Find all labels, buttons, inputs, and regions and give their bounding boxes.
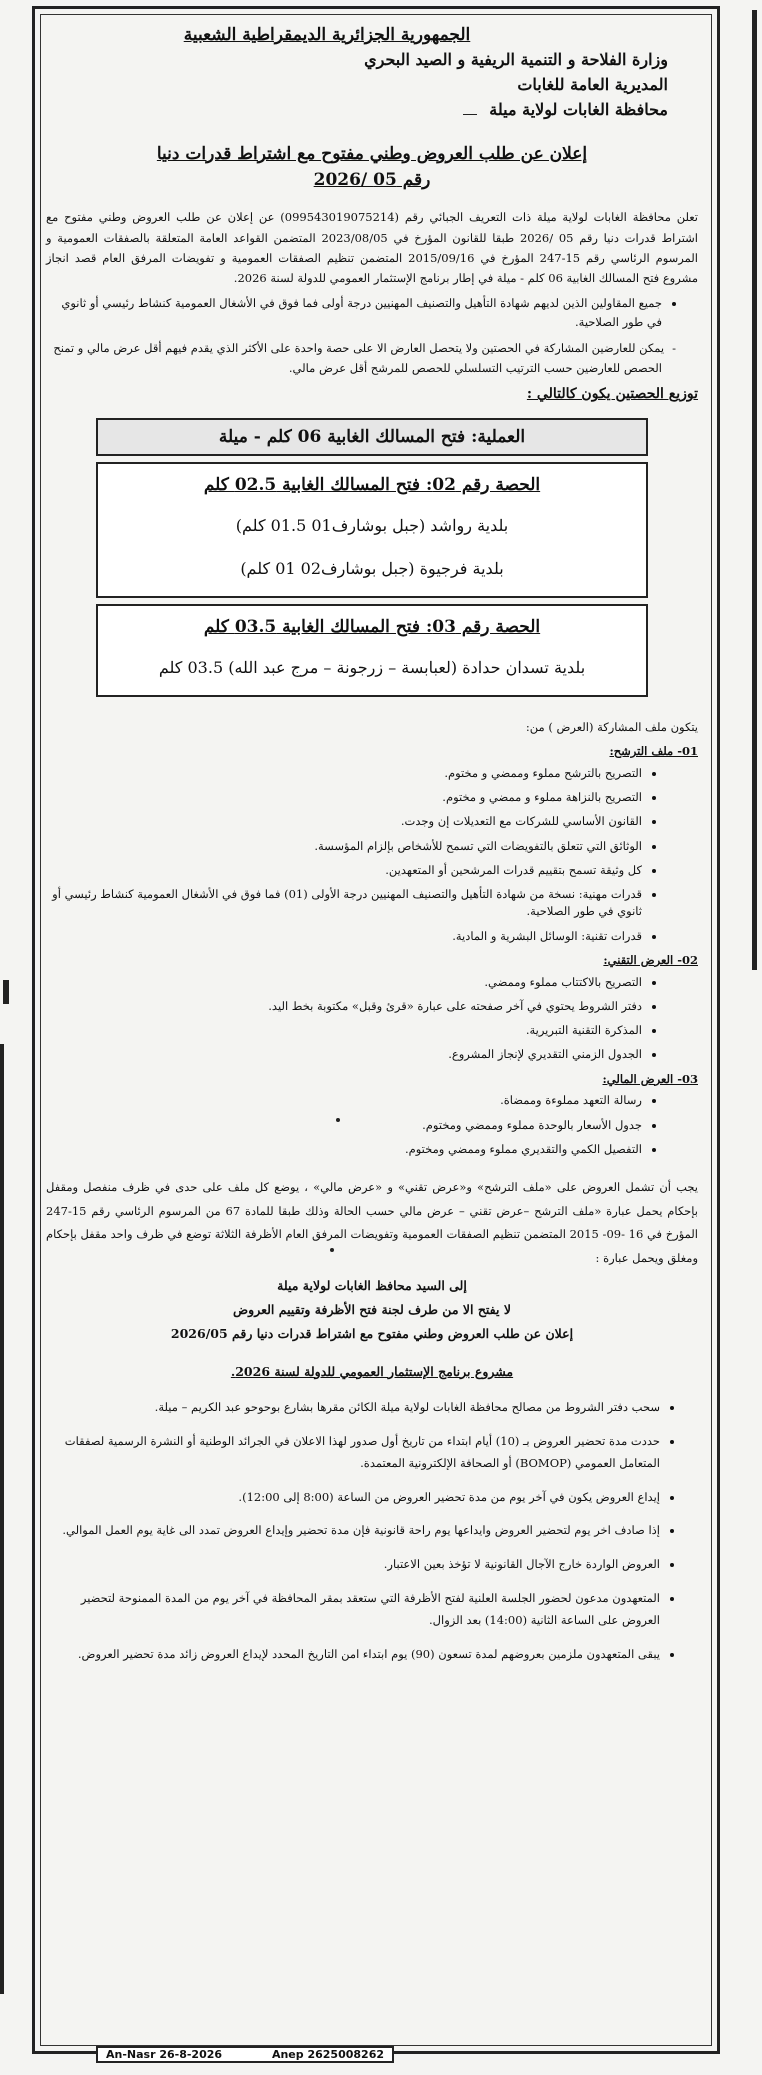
lot-municipality: بلدية فرجيوة (جبل بوشارف02 01 كلم) <box>240 559 504 579</box>
list-item: • التصريح بالترشح مملوء وممضي و مختوم. <box>46 765 642 782</box>
announcement-title <box>46 141 698 194</box>
right-margin-bar <box>752 10 757 970</box>
eligibility-item: - يمكن للعارضين المشاركة في الحصتين ولا يتحصل العارض الا على حصة واحدة على الأكثر الذي يقدم فيهم أقل عرض مالي و تمنح الحصص للعارضين حسب الترتيب التسلسلي للحصص للمرشح أقل عرض مالي. <box>46 339 662 378</box>
left-margin-bar <box>0 1044 4 1994</box>
section-list <box>46 765 658 945</box>
lot-municipality: بلدية تسدان حدادة (لعبابسة – زرجونة – مرج عبد الله) 03.5 كلم <box>158 658 586 678</box>
left-margin-mark <box>3 980 9 1004</box>
condition-item: • العروض الواردة خارج الآجال القانونية لا تؤخذ بعين الاعتبار. <box>46 1554 660 1576</box>
lot-title: الحصة رقم 02: فتح المسالك الغابية 02.5 كلم <box>203 475 541 496</box>
lot-title: الحصة رقم 03: فتح المسالك الغابية 03.5 كلم <box>203 617 541 638</box>
lot-municipality: بلدية رواشد (جبل بوشارف01 01.5 كلم) <box>235 516 509 536</box>
title-line-1: إعلان عن طلب العروض وطني مفتوح مع اشتراط قدرات دنيا <box>156 143 588 164</box>
lot-box <box>96 604 648 697</box>
envelope-address <box>46 1274 698 1345</box>
address-line: لا يفتح الا من طرف لجنة فتح الأظرفة وتقييم العروض <box>233 1302 511 1318</box>
address-line: إعلان عن طلب العروض وطني مفتوح مع اشتراط قدرات دنيا رقم 2026/05 <box>170 1325 574 1341</box>
announcement-content <box>46 22 698 1678</box>
list-item: • رسالة التعهد مملوءة وممضاة. <box>46 1092 642 1109</box>
operation-box: العملية: فتح المسالك الغابية 06 كلم - ميلة <box>96 418 648 456</box>
file-intro: يتكون ملف المشاركة (العرض ) من: <box>525 720 698 735</box>
country-name: الجمهورية الجزائرية الديمقراطية الشعبية <box>183 25 471 45</box>
list-item: • التصريح بالاكتتاب مملوء وممضي. <box>46 974 642 991</box>
list-item: • الجدول الزمني التقديري لإنجاز المشروع. <box>46 1046 642 1063</box>
distribution-title: توزيع الحصتين يكون كالتالي : <box>526 386 698 403</box>
conditions-list <box>46 1397 680 1666</box>
submission-paragraph: يجب أن تشمل العروض على «ملف الترشح» و«عرض تقني» و «عرض مالي» ، يوضع كل ملف على حدى في ظرف منفصل ومقفل بإحكام يحمل عبارة «ملف الترشح –عرض تقني – عرض مالي حسب الحالة وذلك طبقا للمادة 67 من المرسوم الرئاسي رقم 15-247 المؤرخ في 16 -09- 2015 المتضمن تنظيم الصفقات العمومية وتفويضات المرفق العام الأظرفة الثلاثة توضع في ظرف واحد مقفل بإحكام ومغلق ويحمل عبارة : <box>46 1180 699 1265</box>
newspaper-reference: An-Nasr 26-8-2026 <box>106 2048 223 2061</box>
header-dash <box>463 114 477 115</box>
section-title: 03- العرض المالي: <box>602 1071 698 1086</box>
list-item: • المذكرة التقنية التبريرية. <box>46 1022 642 1039</box>
list-item: • جدول الأسعار بالوحدة مملوء وممضي ومختوم. <box>46 1117 642 1134</box>
condition-item: • المتعهدون مدعون لحضور الجلسة العلنية لفتح الأظرفة التي ستعقد بمقر المحافظة في آخر يوم من المدة الممنوحة لتحضير العروض على الساعة الثانية (14:00) بعد الزوال. <box>46 1588 660 1632</box>
eligibility-item: • جميع المقاولين الذين لديهم شهادة التأهيل والتصنيف المهنيين درجة أولى فما فوق في الأشغال العمومية كنشاط رئيسي أو ثانوي في طور الصلاحية. <box>46 294 662 333</box>
directorate-name: المديرية العامة للغابات <box>517 75 668 95</box>
list-item: • الوثائق التي تتعلق بالتفويضات التي تسمح للأشخاص بإلزام المؤسسة. <box>46 838 642 855</box>
condition-item: • إيداع العروض يكون في آخر يوم من مدة تحضير العروض من الساعة (8:00 إلى 12:00). <box>46 1487 660 1509</box>
intro-paragraph: تعلن محافظة الغابات لولاية ميلة ذات التعريف الجبائي رقم (099543019075214) عن إعلان عن طلب العروض وطني مفتوح مع اشتراط قدرات دنيا رقم 05 /2026 طبقا للقانون المؤرخ في 2023/08/05 المتضمن القواعد العامة المتعلقة بالصفقات العمومية و المرسوم الرئاسي رقم 15-247 المؤرخ في 2015/09/16 المتضمن تنظيم الصفقات العمومية و تفويضات المرفق العام قصد انجاز مشروع فتح المسالك الغابية 06 كلم - ميلة في إطار برنامج الإستثمار العمومي للدولة لسنة 2026. <box>46 210 699 285</box>
file-composition <box>46 719 698 1158</box>
title-line-2: رقم 05 /2026 <box>313 170 431 191</box>
scan-dot <box>330 1248 334 1252</box>
anep-reference: Anep 2625008262 <box>271 2048 384 2061</box>
conservation-row <box>46 98 668 123</box>
list-item: • التصريح بالنزاهة مملوء و ممضي و مختوم. <box>46 789 642 806</box>
condition-item: • حددت مدة تحضير العروض بـ (10) أيام ابتداء من تاريخ أول صدور لهذا الاعلان في الجرائد الوطنية أو النشرة الرسمية لصفقات المتعامل العمومي (BOMOP) أو الصحافة الإلكترونية المعتمدة. <box>46 1431 660 1475</box>
condition-item: • سحب دفتر الشروط من مصالح محافظة الغابات لولاية ميلة الكائن مقرها بشارع بوحوحو عبد الكريم – ميلة. <box>46 1397 660 1419</box>
participation-list <box>46 339 676 378</box>
conservation-name: محافظة الغابات لولاية ميلة <box>489 99 668 119</box>
list-item: • كل وثيقة تسمح بتقييم قدرات المرشحين أو المتعهدين. <box>46 862 642 879</box>
list-item: • قدرات تقنية: الوسائل البشرية و المادية. <box>46 928 642 945</box>
section-title: 02- العرض التقني: <box>603 952 698 967</box>
lot-box <box>96 462 648 598</box>
address-line: إلى السيد محافظ الغابات لولاية ميلة <box>277 1278 467 1294</box>
section-list <box>46 974 658 1064</box>
scan-dot <box>336 1118 340 1122</box>
list-item: • التفصيل الكمي والتقديري مملوء وممضي ومختوم. <box>46 1141 642 1158</box>
list-item: • دفتر الشروط يحتوي في آخر صفحته على عبارة «قرئ وقبل» مكتوبة بخط اليد. <box>46 998 642 1015</box>
list-item: • القانون الأساسي للشركات مع التعديلات إن وجدت. <box>46 813 642 830</box>
list-item: • قدرات مهنية: نسخة من شهادة التأهيل والتصنيف المهنيين درجة الأولى (01) فما فوق في الأشغال العمومية كنشاط رئيسي أو ثانوي في طور الصلاحية. <box>46 886 642 921</box>
publication-footer <box>96 2046 394 2063</box>
section-title: 01- ملف الترشح: <box>609 744 698 759</box>
condition-item: • يبقى المتعهدون ملزمين بعروضهم لمدة تسعون (90) يوم ابتداء امن التاريخ المحدد لإيداع العروض زائد مدة تحضير العروض. <box>46 1644 660 1666</box>
project-title: مشروع برنامج الإستثمار العمومي للدولة لسنة 2026. <box>230 1363 514 1379</box>
eligibility-list <box>46 294 676 333</box>
ministry-name: وزارة الفلاحة و التنمية الريفية و الصيد البحري <box>364 50 668 70</box>
condition-item: • إذا صادف اخر يوم لتحضير العروض وايداعها يوم راحة قانونية فإن مدة تحضير وإيداع العروض تمدد الى غاية يوم العمل الموالي. <box>46 1520 660 1542</box>
section-list <box>46 1092 658 1158</box>
